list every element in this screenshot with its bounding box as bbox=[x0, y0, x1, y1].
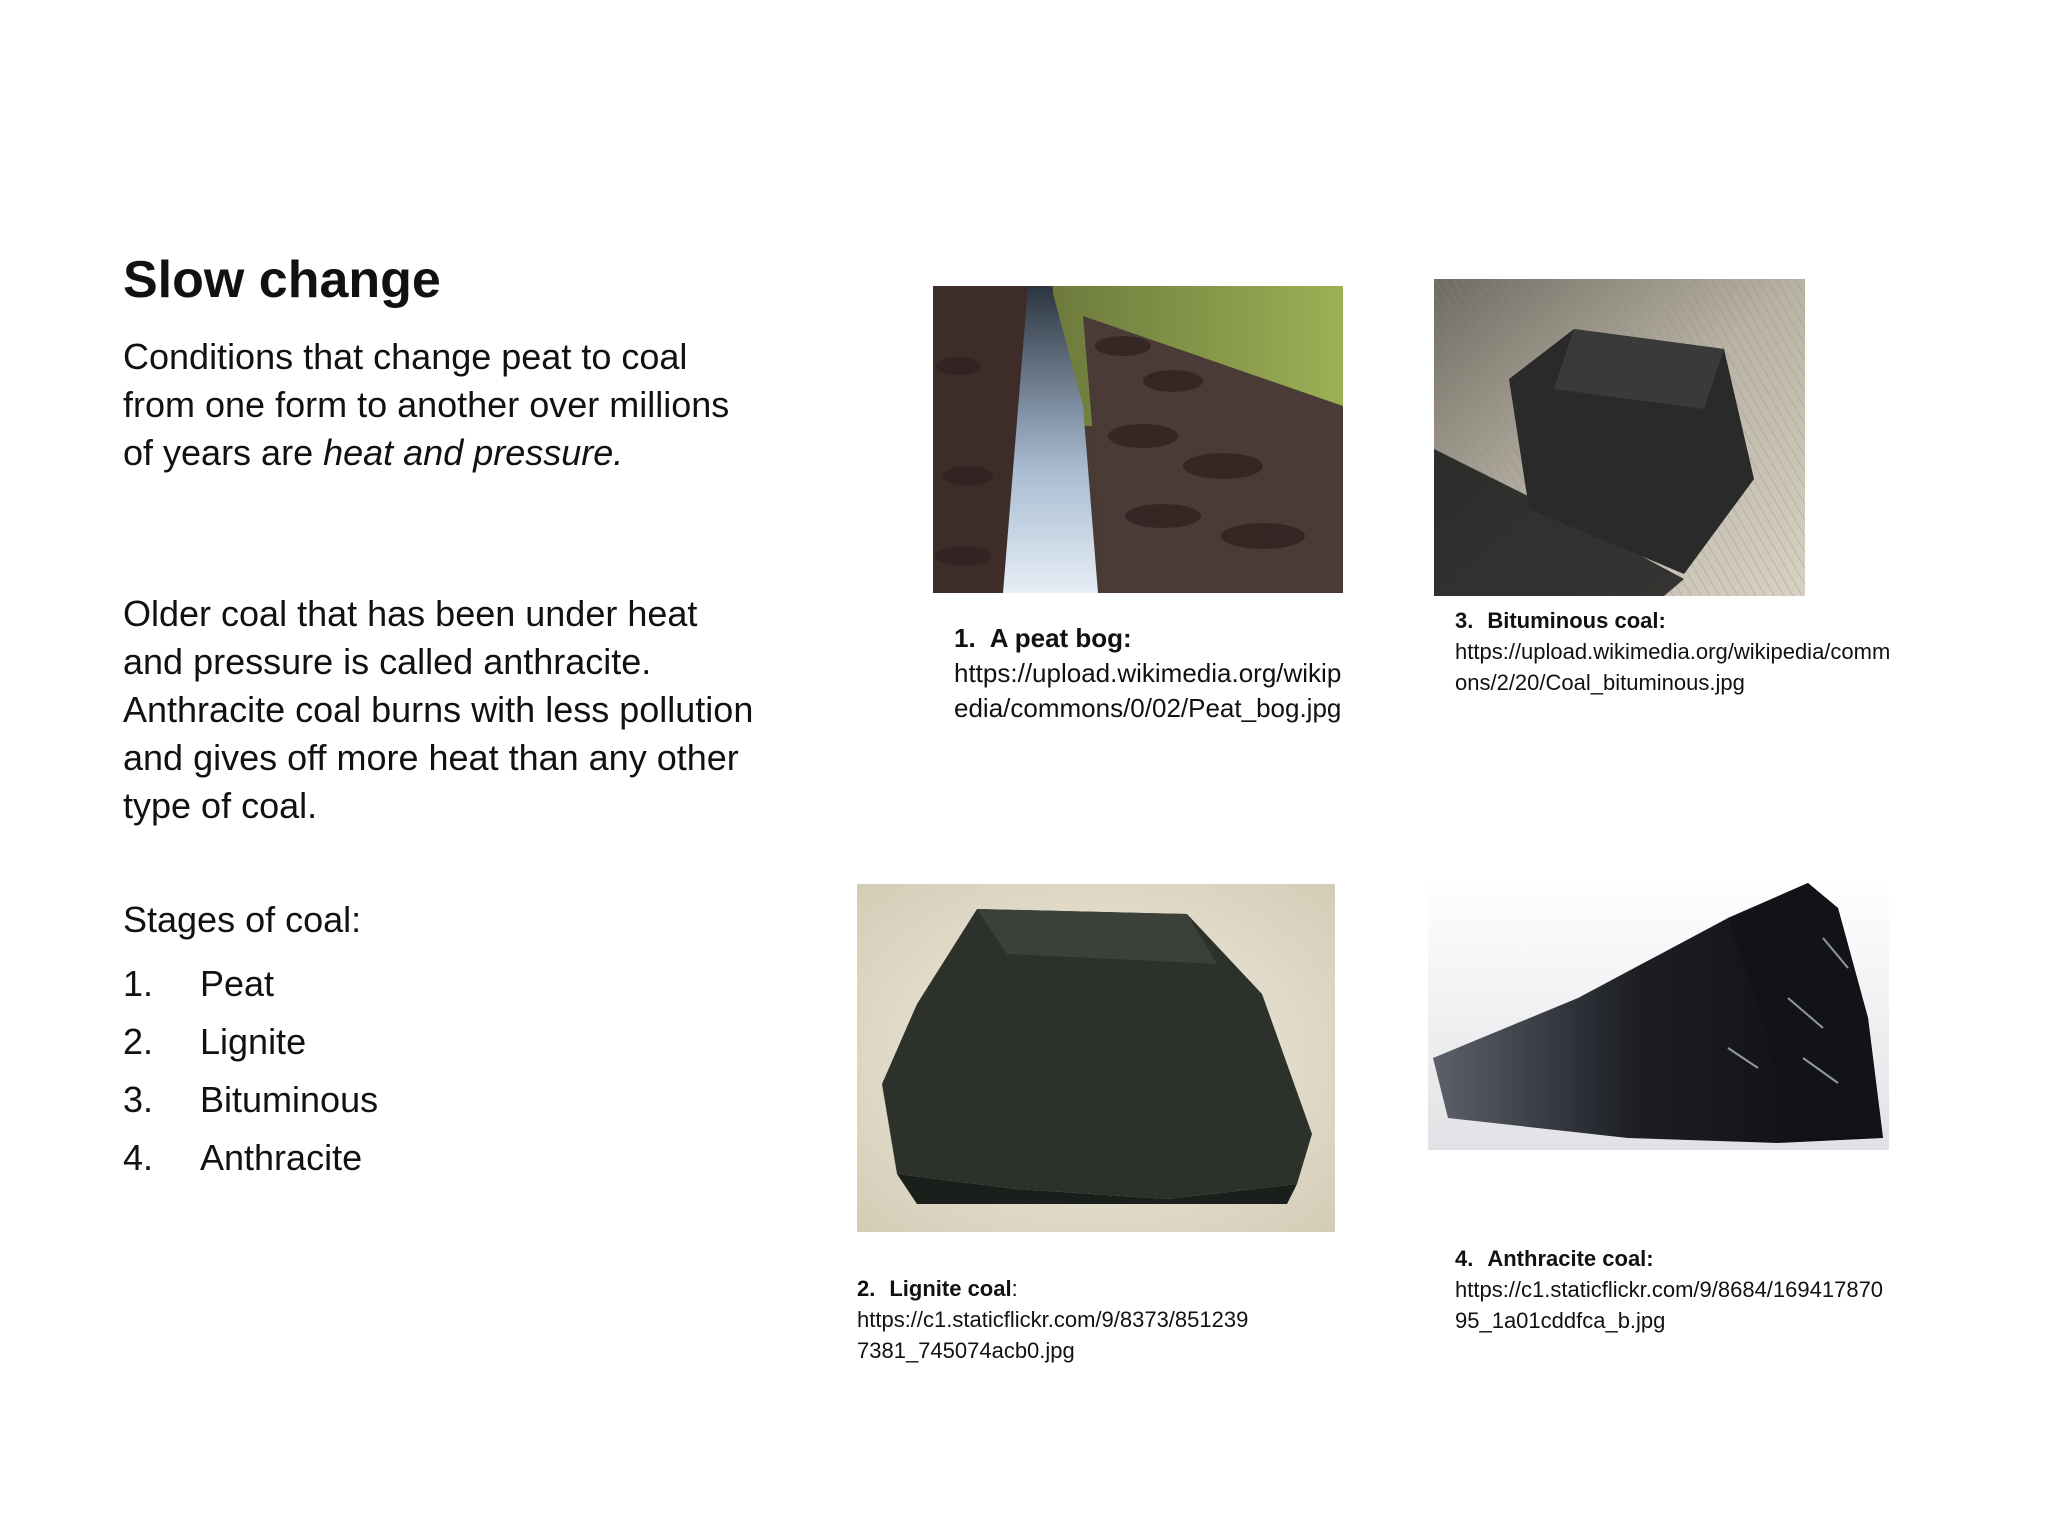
list-item-number: 3. bbox=[123, 1079, 154, 1120]
bituminous-coal-caption bbox=[1455, 605, 1895, 698]
list-item-number: 1. bbox=[123, 963, 154, 1004]
list-item-number: 2. bbox=[123, 1021, 154, 1062]
peat-bog-photo bbox=[933, 286, 1343, 593]
caption-url: https://upload.wikimedia.org/wikipedia/commons/0/02/Peat_bog.jpg bbox=[954, 658, 1342, 723]
list-item-label: Bituminous bbox=[200, 1079, 379, 1120]
anthracite-coal-caption bbox=[1455, 1243, 1895, 1336]
list-item-label: Peat bbox=[200, 963, 275, 1004]
caption-url: https://upload.wikimedia.org/wikipedia/commons/2/20/Coal_bituminous.jpg bbox=[1455, 639, 1891, 695]
list-item bbox=[123, 955, 378, 1013]
paragraph-conditions bbox=[123, 333, 763, 477]
caption-url: https://c1.staticflickr.com/9/8373/8512397381_745074acb0.jpg bbox=[857, 1307, 1249, 1363]
caption-label: Lignite coal bbox=[889, 1276, 1012, 1301]
paragraph-conditions-emphasis: heat and pressure. bbox=[323, 432, 624, 473]
caption-number: 4. bbox=[1455, 1246, 1474, 1271]
caption-number: 2. bbox=[857, 1276, 876, 1301]
slide-title: Slow change bbox=[123, 251, 441, 309]
stages-list bbox=[123, 955, 378, 1187]
peat-bog-caption bbox=[954, 621, 1346, 726]
list-item bbox=[123, 1071, 378, 1129]
list-item-number: 4. bbox=[123, 1137, 154, 1178]
stages-heading: Stages of coal: bbox=[123, 899, 362, 940]
caption-url: https://c1.staticflickr.com/9/8684/16941787095_1a01cddfca_b.jpg bbox=[1455, 1277, 1884, 1333]
lignite-coal-photo bbox=[857, 884, 1335, 1232]
list-item-label: Lignite bbox=[200, 1021, 307, 1062]
caption-number: 1. bbox=[954, 623, 976, 653]
list-item bbox=[123, 1129, 378, 1187]
caption-label: Bituminous coal: bbox=[1487, 608, 1666, 633]
list-item-label: Anthracite bbox=[200, 1137, 363, 1178]
caption-label: Anthracite coal: bbox=[1487, 1246, 1654, 1271]
caption-number: 3. bbox=[1455, 608, 1474, 633]
anthracite-coal-photo bbox=[1428, 878, 1889, 1150]
bituminous-coal-photo bbox=[1434, 279, 1805, 596]
caption-label: A peat bog: bbox=[989, 623, 1132, 653]
list-item bbox=[123, 1013, 378, 1071]
paragraph-anthracite: Older coal that has been under heat and pressure is called anthracite. Anthracite coal burns with less pollution and gives off more heat than any other type of coal. bbox=[123, 593, 754, 826]
lignite-coal-caption bbox=[857, 1273, 1257, 1366]
caption-suffix: : bbox=[1011, 1276, 1018, 1301]
paragraph-conditions-text: Conditions that change peat to coal from one form to another over millions of years are bbox=[123, 336, 730, 473]
